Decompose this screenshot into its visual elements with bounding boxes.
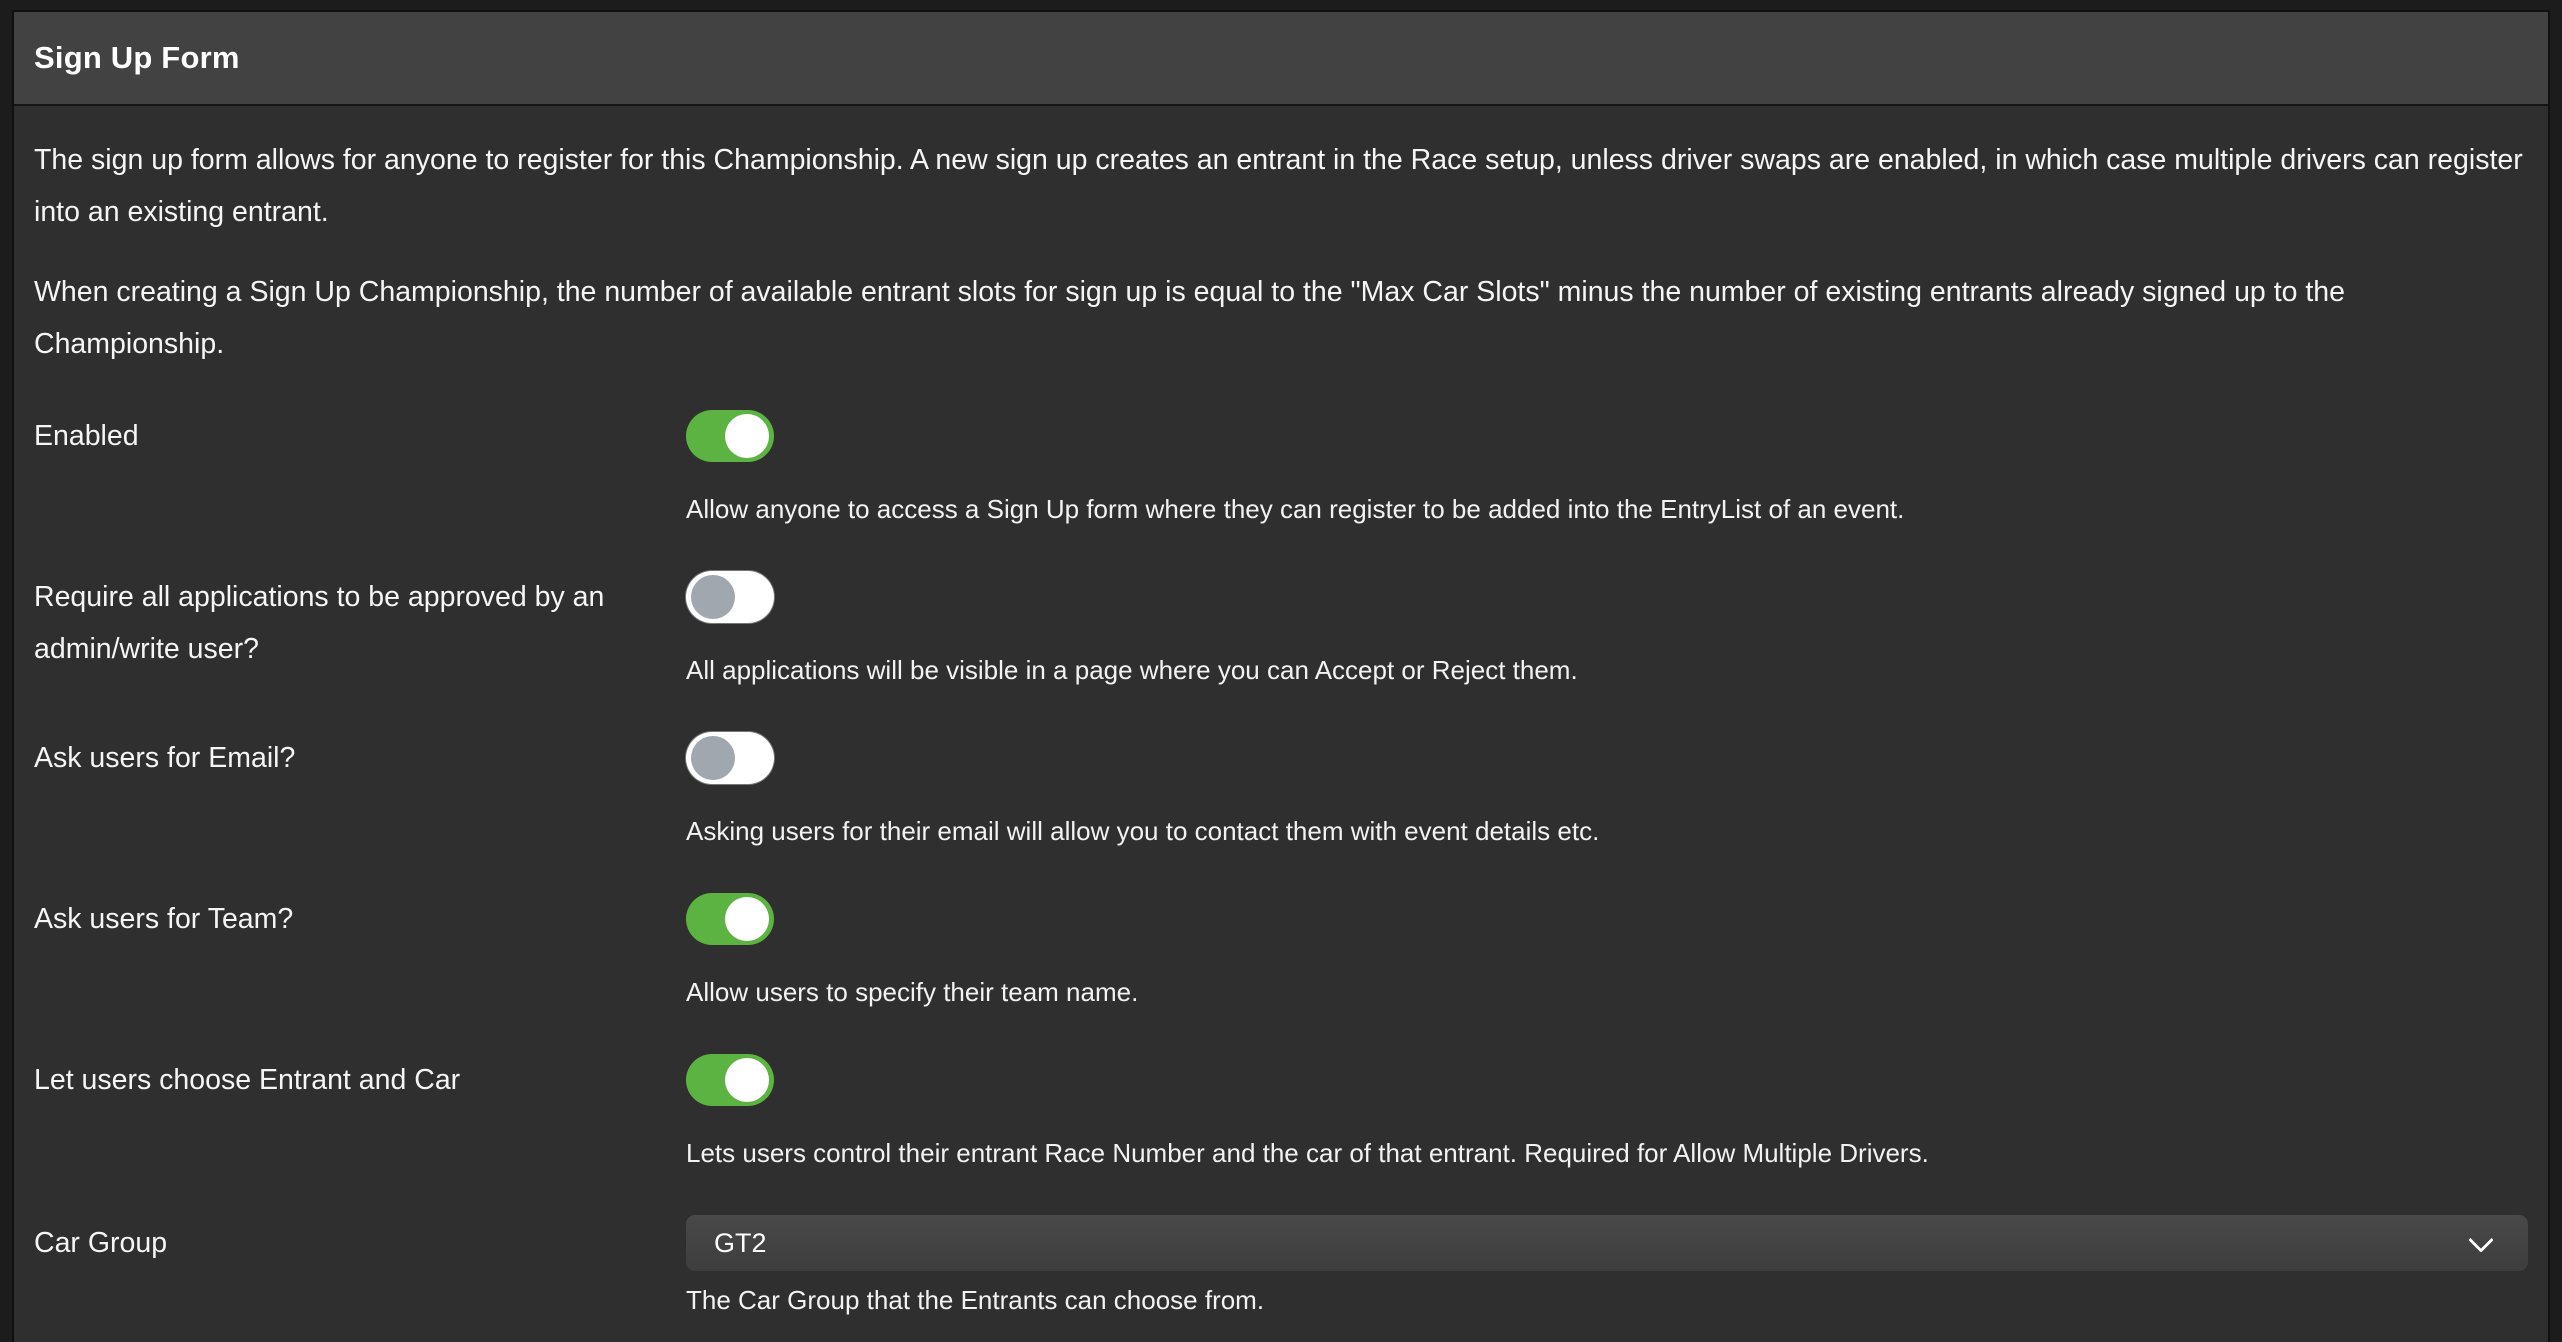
row-label: Ask users for Team? bbox=[34, 903, 294, 935]
enabled-toggle[interactable] bbox=[686, 410, 774, 462]
toggle-knob bbox=[691, 575, 735, 619]
signup-form-panel bbox=[12, 10, 2550, 1342]
row-label: Require all applications to be approved by an admin/write user? bbox=[34, 581, 605, 665]
form-row-require-approval bbox=[34, 571, 2528, 686]
row-controls bbox=[686, 571, 2528, 686]
ask-email-toggle[interactable] bbox=[686, 732, 774, 784]
form-row-ask-email bbox=[34, 732, 2528, 847]
form-row-enabled bbox=[34, 410, 2528, 525]
require-approval-toggle[interactable] bbox=[686, 571, 774, 623]
row-controls bbox=[686, 1215, 2528, 1316]
help-text: Allow users to specify their team name. bbox=[686, 977, 1139, 1007]
row-controls bbox=[686, 893, 2528, 1008]
toggle-knob bbox=[691, 736, 735, 780]
choose-entrant-car-toggle[interactable] bbox=[686, 1054, 774, 1106]
select-value: GT2 bbox=[714, 1227, 767, 1258]
form-row-choose-entrant-car bbox=[34, 1054, 2528, 1169]
help-text: The Car Group that the Entrants can choose from. bbox=[686, 1285, 1265, 1315]
toggle-knob bbox=[725, 414, 769, 458]
row-label: Let users choose Entrant and Car bbox=[34, 1064, 461, 1096]
toggle-knob bbox=[725, 897, 769, 941]
row-label: Car Group bbox=[34, 1227, 168, 1259]
intro-paragraph-1: The sign up form allows for anyone to register for this Championship. A new sign up creates an entrant in the Race setup, unless driver swaps are enabled, in which case multiple drivers can register into an existing entrant. bbox=[34, 144, 2523, 228]
help-text: All applications will be visible in a page where you can Accept or Reject them. bbox=[686, 655, 1578, 685]
panel-body bbox=[14, 106, 2548, 1316]
row-label: Ask users for Email? bbox=[34, 742, 296, 774]
intro-text bbox=[34, 134, 2528, 370]
row-controls bbox=[686, 732, 2528, 847]
page-title: Sign Up Form bbox=[34, 40, 240, 75]
row-controls bbox=[686, 410, 2528, 525]
row-controls bbox=[686, 1054, 2528, 1169]
form-row-car-group bbox=[34, 1215, 2528, 1316]
row-label: Enabled bbox=[34, 420, 139, 452]
ask-team-toggle[interactable] bbox=[686, 893, 774, 945]
panel-header bbox=[14, 12, 2548, 106]
help-text: Asking users for their email will allow you to contact them with event details etc. bbox=[686, 816, 1600, 846]
signup-form-fields bbox=[34, 410, 2528, 1316]
toggle-knob bbox=[725, 1058, 769, 1102]
help-text: Lets users control their entrant Race Number and the car of that entrant. Required for Allow Multiple Drivers. bbox=[686, 1138, 1929, 1168]
intro-paragraph-2: When creating a Sign Up Championship, the number of available entrant slots for sign up is equal to the "Max Car Slots" minus the number of existing entrants already signed up to the Championship. bbox=[34, 276, 2346, 360]
help-text: Allow anyone to access a Sign Up form where they can register to be added into the EntryList of an event. bbox=[686, 494, 1905, 524]
chevron-down-icon bbox=[2468, 1227, 2493, 1252]
form-row-ask-team bbox=[34, 893, 2528, 1008]
car-group-select[interactable] bbox=[686, 1215, 2528, 1271]
